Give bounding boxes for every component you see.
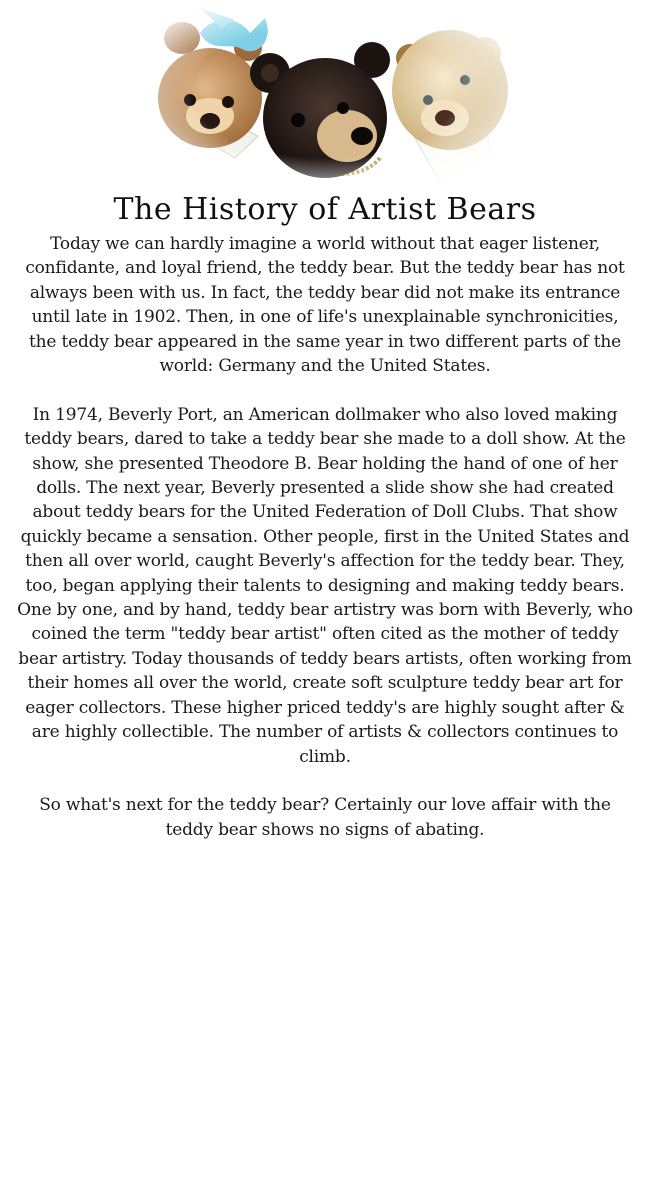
teddy-bears-image bbox=[140, 8, 510, 193]
paragraph-beverly-port: In 1974, Beverly Port, an American dollmaker who also loved making teddy bears, dared to take a teddy bear she made to a doll show. At the show, she presented Theodore B. Bear holding the hand of one of her dolls. The next year, Beverly presented a slide show she had created about teddy bears for the United Federation of Doll Clubs. That show quickly became a sensation. Other people, first in the United States and then all over world, caught Beverly's affection for the teddy bear. They, too, began applying their talents to designing and making teddy bears. One by one, and by hand, teddy bear artistry was born with Beverly, who coined the term "teddy bear artist" often cited as the mother of teddy bear artistry. Today thousands of teddy bears artists, often working from their homes all over the world, create soft sculpture teddy bear art for eager collectors. These higher priced teddy's are highly sought after & are highly collectible. The number of artists & collectors continues to climb. bbox=[17, 404, 633, 767]
paragraph-conclusion: So what's next for the teddy bear? Certainly our love affair with the teddy bear shows no signs of abating. bbox=[39, 795, 611, 840]
article-body bbox=[16, 232, 634, 867]
paragraph-intro: Today we can hardly imagine a world without that eager listener, confidante, and loyal friend, the teddy bear. But the teddy bear has not always been with us. In fact, the teddy bear did not make its entrance until late in 1902. Then, in one of life's unexplainable synchronicities, the teddy bear appeared in the same year in two different parts of the world: Germany and the United States. bbox=[25, 234, 625, 377]
page-title: The History of Artist Bears bbox=[113, 192, 537, 227]
